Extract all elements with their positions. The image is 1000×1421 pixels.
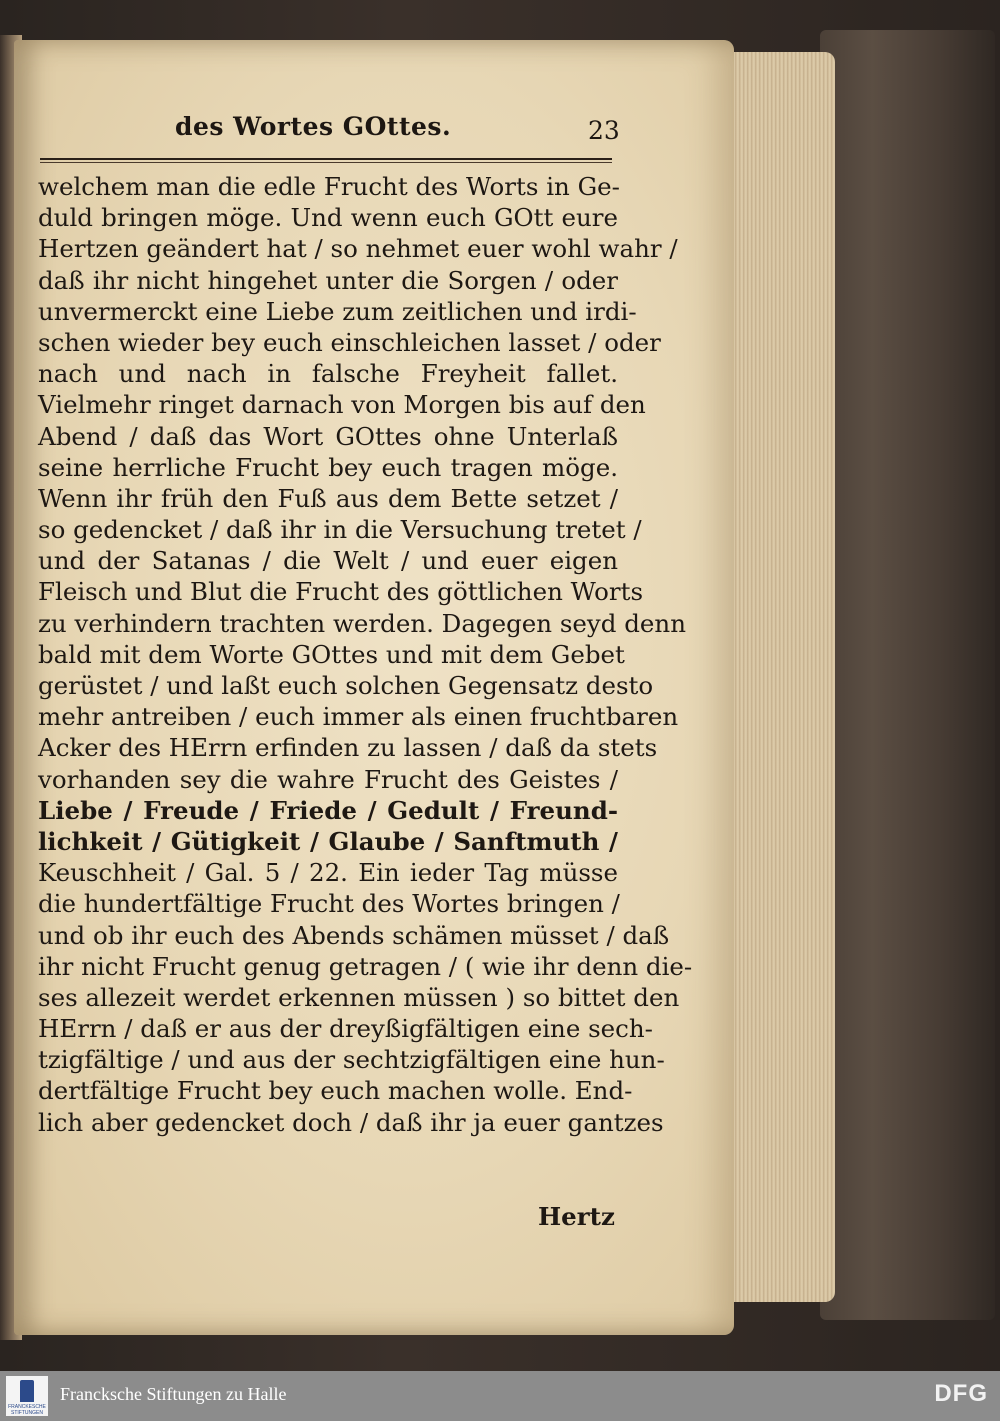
logo-text: FRANCKESCHE STIFTUNGEN (8, 1404, 46, 1416)
building-icon (20, 1380, 34, 1402)
header-rule-thin (40, 162, 612, 163)
text-line: HErrn / daß er aus der dreyßigfältigen eine sech- (38, 1014, 653, 1044)
text-line: unvermerckt eine Liebe zum zeitlichen und irdi- (38, 296, 637, 326)
text-line: duld bringen möge. Und wenn euch GOtt eure (38, 203, 618, 233)
text-line: Abend / daß das Wort GOttes ohne Unterlaß (38, 421, 618, 451)
text-line: Wenn ihr früh den Fuß aus dem Bette setzet / (38, 483, 618, 513)
text-line: gerüstet / und laßt euch solchen Gegensatz desto (38, 671, 654, 700)
text-line: so gedencket / daß ihr in die Versuchung tretet / (38, 515, 642, 545)
body-text (38, 171, 693, 1138)
text-line: ihr nicht Frucht genug getragen / ( wie ihr denn die- (38, 951, 693, 981)
text-line: Hertzen geändert hat / so nehmet euer wohl wahr / (38, 234, 678, 264)
text-line: welchem man die edle Frucht des Worts in Ge- (38, 172, 620, 201)
text-line: seine herrliche Frucht bey euch tragen möge. (38, 452, 618, 482)
text-line: dertfältige Frucht bey euch machen wolle. End- (38, 1076, 633, 1106)
institution-logo[interactable] (6, 1376, 48, 1416)
catchword: Hertz (538, 1202, 615, 1231)
text-line: mehr antreiben / euch immer als einen fruchtbaren (38, 702, 679, 732)
text-line: ses allezeit werdet erkennen müssen ) so bittet den (38, 982, 680, 1012)
text-line: lich aber gedencket doch / daß ihr ja euer gantzes (38, 1107, 664, 1137)
text-line: bald mit dem Worte GOttes und mit dem Gebet (38, 639, 625, 669)
text-line: Liebe / Freude / Friede / Gedult / Freund- (38, 795, 618, 825)
page-number: 23 (588, 116, 620, 145)
running-head: des Wortes GOttes. (175, 112, 452, 141)
dfg-logo[interactable]: DFG (934, 1380, 988, 1407)
book-cover (820, 30, 995, 1320)
institution-name[interactable]: Francksche Stiftungen zu Halle (60, 1384, 287, 1404)
text-line: vorhanden sey die wahre Frucht des Geistes / (38, 764, 618, 794)
text-line: tzigfältige / und aus der sechtzigfältigen eine hun- (38, 1045, 665, 1075)
text-line: schen wieder bey euch einschleichen lasset / oder (38, 327, 661, 357)
text-line: Fleisch und Blut die Frucht des göttlichen Worts (38, 577, 644, 607)
text-line: nach und nach in falsche Freyheit fallet. (38, 359, 618, 389)
text-line: daß ihr nicht hingehet unter die Sorgen / oder (38, 265, 618, 295)
header-rule (40, 158, 612, 160)
text-line: und ob ihr euch des Abends schämen müsset / daß (38, 920, 670, 950)
text-line: zu verhindern trachten werden. Dagegen seyd denn (38, 608, 686, 638)
text-line: lichkeit / Gütigkeit / Glaube / Sanftmuth / (38, 826, 618, 856)
text-line: Vielmehr ringet darnach von Morgen bis auf den (38, 390, 646, 420)
footer-bar (0, 1371, 1000, 1421)
text-line: Keuschheit / Gal. 5 / 22. Ein ieder Tag müsse (38, 858, 618, 888)
text-line: die hundertfältige Frucht des Wortes bringen / (38, 889, 620, 919)
text-line: Acker des HErrn erfinden zu lassen / daß da stets (38, 733, 658, 763)
text-line: und der Satanas / die Welt / und euer eigen (38, 546, 618, 576)
